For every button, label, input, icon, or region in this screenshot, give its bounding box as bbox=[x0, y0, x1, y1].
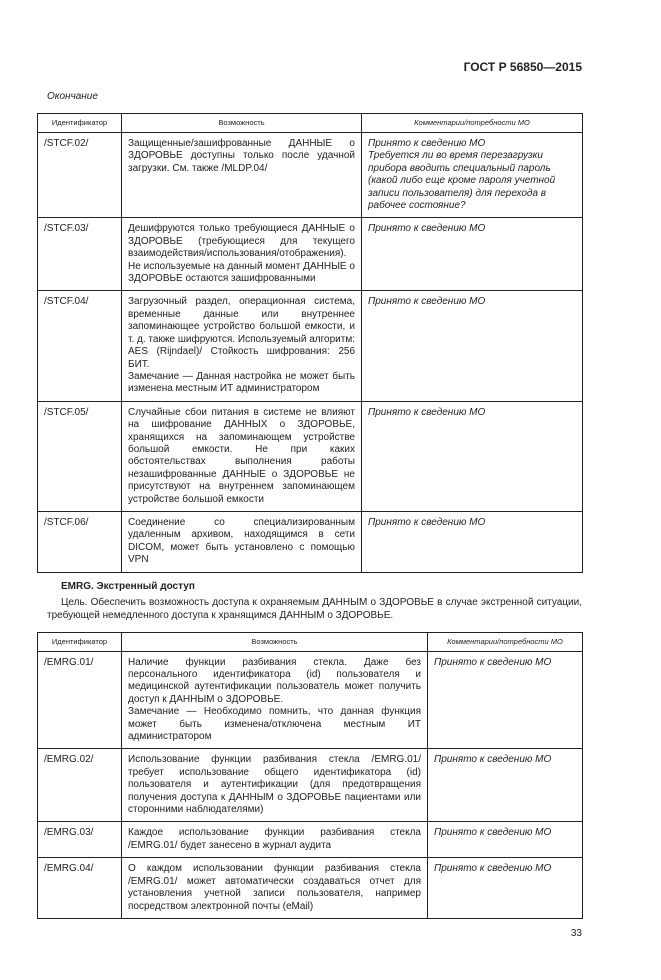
row-comment: Принято к сведению МО bbox=[362, 291, 583, 401]
row-comment: Принято к сведению МО bbox=[362, 511, 583, 572]
header-capability: Возможность bbox=[122, 114, 362, 133]
row-capability: Соединение со специализированным удаленным архивом, находящимся в сети DICOM, может быть установлено с помощью VPN bbox=[122, 511, 362, 572]
row-comment: Принято к сведению МО bbox=[362, 218, 583, 291]
stcf-table bbox=[37, 113, 583, 573]
row-capability: Загрузочный раздел, операционная система, временные данные или внутреннее запоминающее устройство большой емкости, и т. д. также шифруются. Используемый алгоритм: AES (Rijndael)/ Стойкость шифрования: 256 БИТ. Замечание — Данная настройка не может быть изменена местным ИТ администратором bbox=[122, 291, 362, 401]
row-capability: Каждое использование функции разбивания стекла /EMRG.01/ будет занесено в журнал аудита bbox=[122, 822, 428, 858]
table-row bbox=[38, 401, 583, 511]
row-capability: Дешифруются только требующиеся ДАННЫЕ о ЗДОРОВЬЕ (требующиеся для текущего взаимодействия/использования/отображения). Не используемые на данный момент ДАННЫЕ о ЗДОРОВЬЕ остаются зашифрованными bbox=[122, 218, 362, 291]
table-row bbox=[38, 749, 583, 822]
row-id: /EMRG.03/ bbox=[38, 822, 122, 858]
table-row bbox=[38, 291, 583, 401]
page-number: 33 bbox=[570, 927, 582, 939]
header-identifier: Идентификатор bbox=[38, 632, 122, 651]
row-id: /STCF.05/ bbox=[38, 401, 122, 511]
emrg-table bbox=[37, 632, 583, 919]
header-comments: Комментарии/потребности МО bbox=[362, 114, 583, 133]
section-text: Цель. Обеспечить возможность доступа к охраняемым ДАННЫМ о ЗДОРОВЬЕ в случае экстренной ситуации, требующей немедленного доступа к хранящимся ДАННЫМ о ЗДОРОВЬЕ. bbox=[47, 596, 582, 621]
continuation-label: Окончание bbox=[47, 91, 98, 102]
row-id: /EMRG.04/ bbox=[38, 858, 122, 919]
table-header-row bbox=[38, 632, 583, 651]
header-capability: Возможность bbox=[122, 632, 428, 651]
row-comment: Принято к сведению МО bbox=[428, 651, 583, 749]
row-id: /EMRG.02/ bbox=[38, 749, 122, 822]
table-row bbox=[38, 651, 583, 749]
standard-number: ГОСТ Р 56850—2015 bbox=[463, 60, 582, 74]
row-comment: Принято к сведению МО bbox=[362, 401, 583, 511]
row-capability: Случайные сбои питания в системе не влияют на шифрование ДАННЫХ о ЗДОРОВЬЕ, хранящихся на запоминающем устройстве большой емкости. Не при каких обстоятельствах выполнения работы незашифрованные ДАННЫЕ о ЗДОРОВЬЕ не присутствуют на внутреннем запоминающем устройстве большой емкости bbox=[122, 401, 362, 511]
section-title: EMRG. Экстренный доступ bbox=[61, 580, 195, 592]
row-id: /STCF.02/ bbox=[38, 133, 122, 218]
table-header-row bbox=[38, 114, 583, 133]
header-comments: Комментарии/потребности МО bbox=[428, 632, 583, 651]
row-comment: Принято к сведению МО bbox=[428, 822, 583, 858]
table-row bbox=[38, 133, 583, 218]
row-id: /STCF.04/ bbox=[38, 291, 122, 401]
row-comment: Принято к сведению МО bbox=[428, 749, 583, 822]
row-capability: Защищенные/зашифрованные ДАННЫЕ о ЗДОРОВЬЕ доступны только после удачной загрузки. См. также /MLDP.04/ bbox=[122, 133, 362, 218]
row-id: /STCF.06/ bbox=[38, 511, 122, 572]
header-identifier: Идентификатор bbox=[38, 114, 122, 133]
row-comment: Принято к сведению МО bbox=[428, 858, 583, 919]
row-comment: Принято к сведению МО Требуется ли во время перезагрузки прибора вводить специальный пароль (какой либо еще кроме пароля учетной записи пользователя) для перехода в рабочее состояние? bbox=[362, 133, 583, 218]
row-id: /STCF.03/ bbox=[38, 218, 122, 291]
table-row bbox=[38, 822, 583, 858]
row-id: /EMRG.01/ bbox=[38, 651, 122, 749]
table-row bbox=[38, 858, 583, 919]
row-capability: Наличие функции разбивания стекла. Даже без персонального идентификатора (id) пользователя и медицинской аутентификации пользователь может получить доступ к ДАННЫМ о ЗДОРОВЬЕ. Замечание — Необходимо помнить, что данная функция может быть изменена/отключена местным ИТ администратором bbox=[122, 651, 428, 749]
table-row bbox=[38, 511, 583, 572]
row-capability: О каждом использовании функции разбивания стекла /EMRG.01/ может автоматически создаваться отчет для установления учетной записи пользователя, например посредством электронной почты (eMail) bbox=[122, 858, 428, 919]
row-capability: Использование функции разбивания стекла /EMRG.01/ требует использование общего идентификатора (id) пользователя и аутентификации (для предотвращения получения доступа к ДАННЫМ о ЗДОРОВЬЕ пациентами или сторонними наблюдателями) bbox=[122, 749, 428, 822]
table-row bbox=[38, 218, 583, 291]
